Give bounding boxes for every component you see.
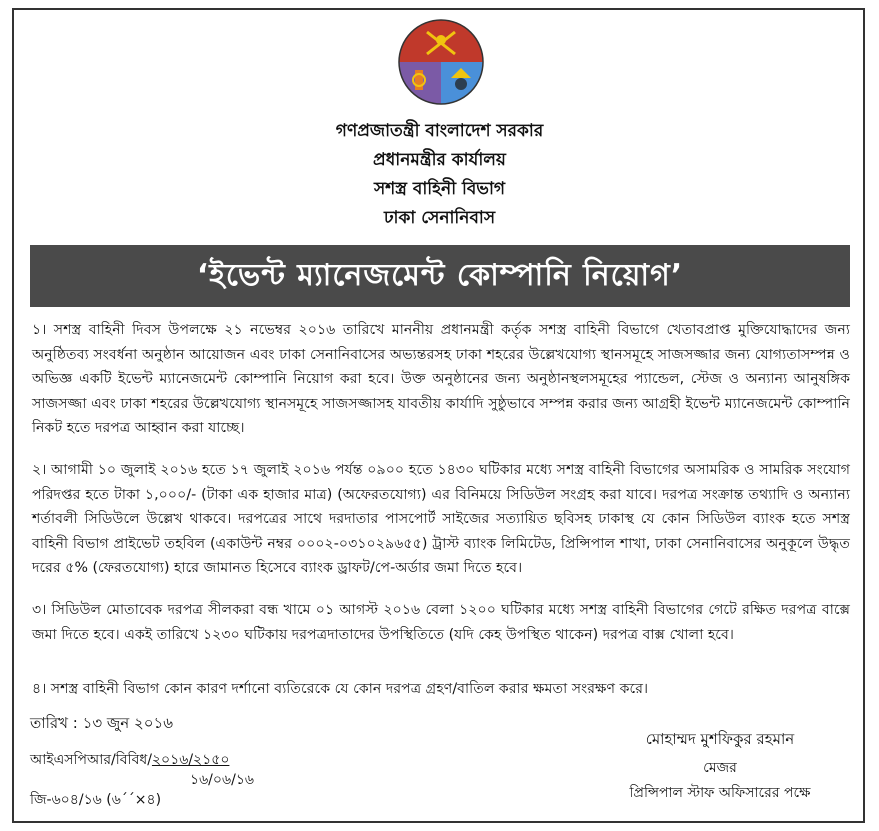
- division-name: সশস্ত্র বাহিনী বিভাগ: [373, 179, 506, 199]
- signatory-rank: মেজর: [703, 760, 737, 776]
- armed-forces-emblem-icon: [397, 18, 485, 106]
- reference-date: ১৬/০৬/১৬: [190, 772, 255, 788]
- paragraph-2: ২। আগামী ১০ জুলাই ২০১৬ হতে ১৭ জুলাই ২০১৬ পর্যন্ত ০৯০০ হতে ১৪৩০ ঘটিকার মধ্যে সশস্ত্র বাহিনী বিভাগের অসামরিক ও সামরিক সংযোগ পরিদপ্তর হতে টাকা ১,০০০/- (টাকা এক হাজার মাত্র) (অফেরতযোগ্য) এর বিনিময়ে সিডিউল সংগ্রহ করা যাবে। দরপত্র সংক্রান্ত তথ্যাদি ও অন্যান্য শর্তাবলী সিডিউলে উল্লেখ থাকবে। দরপত্রের সাথে দরদাতার পাসপোর্ট সাইজের সত্যায়িত ছবিসহ ঢাকাস্থ যে কোন সিডিউল ব্যাংক হতে সশস্ত্র বাহিনী বিভাগ প্রাইভেট তহবিল (একাউন্ট নম্বর ০০০২-০৩১০২৯৬৫৫) ট্রাস্ট ব্যাংক লিমিটেড, প্রিন্সিপাল শাখা, ঢাকা সেনানিবাসের অনুকূলে উদ্ধৃত দরের ৫% (ফেরতযোগ্য) হারে জামানত হিসেবে ব্যাংক ড্রাফট/পে-অর্ডার জমা দিতে হবে।: [32, 462, 850, 576]
- govt-name: গণপ্রজাতন্ত্রী বাংলাদেশ সরকার: [335, 121, 544, 141]
- paragraph-1: ১। সশস্ত্র বাহিনী দিবস উপলক্ষে ২১ নভেম্বর ২০১৬ তারিখে মাননীয় প্রধানমন্ত্রী কর্তৃক সশস্ত্র বাহিনী বিভাগে খেতাবপ্রাপ্ত মুক্তিযোদ্ধাদের জন্য অনুষ্ঠিতব্য সংবর্ধনা অনুষ্ঠান আয়োজন এবং ঢাকা সেনানিবাসের অভ্যন্তরসহ ঢাকা শহরের উল্লেখযোগ্য স্থানসমূহে সাজসজ্জার জন্য যোগ্যতাসম্পন্ন ও অভিজ্ঞ একটি ইভেন্ট ম্যানেজমেন্ট কোম্পানি নিয়োগ করা হবে। উক্ত অনুষ্ঠানের জন্য অনুষ্ঠানস্থলসমূহের প্যান্ডেল, স্টেজ ও অন্যান্য আনুষঙ্গিক সাজসজ্জা এবং ঢাকা শহরের উল্লেখযোগ্য স্থানসমূহে সাজসজ্জাসহ যাবতীয় কার্যাদি সুষ্ঠুভাবে সম্পন্ন করার জন্য আগ্রহী ইভেন্ট ম্যানেজমেন্ট কোম্পানি নিকট হতে দরপত্র আহ্বান করা যাচ্ছে।: [32, 322, 850, 436]
- office-name: প্রধানমন্ত্রীর কার্যালয়: [373, 150, 506, 170]
- reference-prefix: আইএসপিআর/বিবিধ/: [30, 752, 152, 768]
- ad-code: জি-৬০৪/১৬ (৬´´×৪): [30, 792, 162, 808]
- signatory-name: মোহাম্মদ মুশফিকুর রহমান: [645, 730, 795, 748]
- notice-date: তারিখ : ১৩ জুন ২০১৬: [30, 714, 173, 732]
- location-name: ঢাকা সেনানিবাস: [383, 208, 496, 228]
- paragraph-3: ৩। সিডিউল মোতাবেক দরপত্র সীলকরা বন্ধ খামে ০১ আগস্ট ২০১৬ বেলা ১২০০ ঘটিকার মধ্যে সশস্ত্র বাহিনী বিভাগের গেটে রক্ষিত দরপত্র বাক্সে জমা দিতে হবে। একই তারিখে ১২৩০ ঘটিকায় দরপত্রদাতাদের উপস্থিতিতে (যদি কেহ উপস্থিত থাকেন) দরপত্র বাক্স খোলা হবে।: [32, 602, 850, 643]
- paragraph-4: ৪। সশস্ত্র বাহিনী বিভাগ কোন কারণ দর্শানো ব্যতিরেকে যে কোন দরপত্র গ্রহণ/বাতিল করার ক্ষমতা সংরক্ষণ করে।: [32, 681, 649, 697]
- notice-title: ‘ইভেন্ট ম্যানেজমেন্ট কোম্পানি নিয়োগ’: [196, 257, 684, 293]
- notice-title-banner: [30, 245, 850, 307]
- reference-serial: ২০১৬/২১৫০: [151, 752, 230, 768]
- signatory-on-behalf: প্রিন্সিপাল স্টাফ অফিসারের পক্ষে: [629, 785, 811, 801]
